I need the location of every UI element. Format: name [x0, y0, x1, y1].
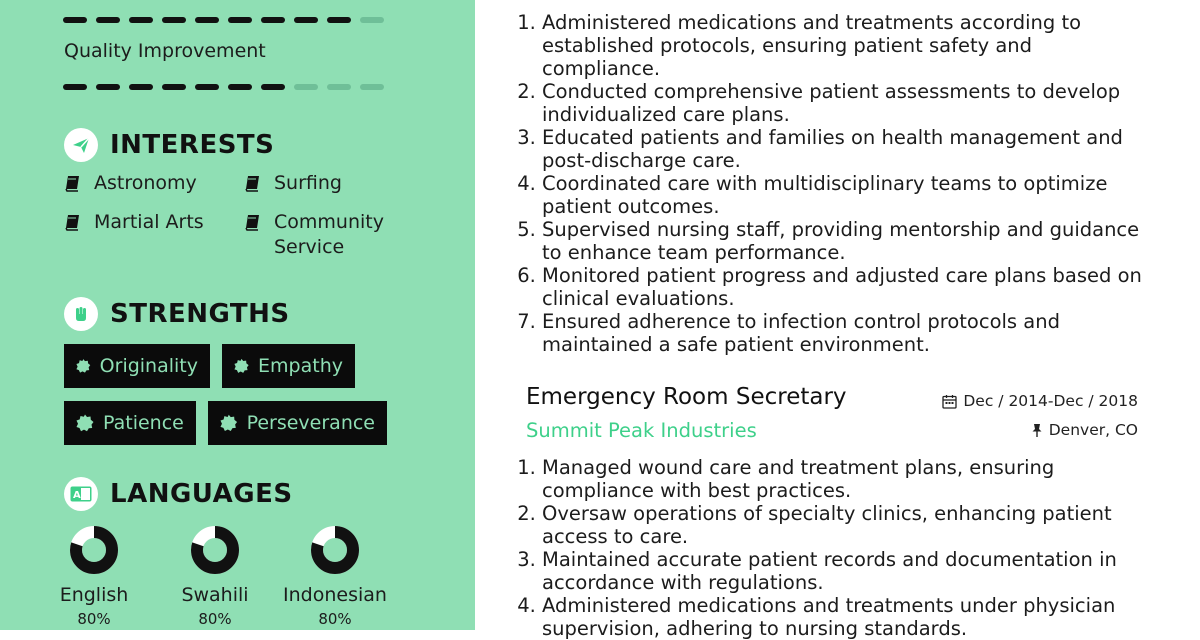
language-name: English [59, 584, 129, 606]
skill-dash [261, 84, 285, 90]
sidebar [0, 0, 475, 630]
interest-label: Surfing [274, 172, 342, 194]
interest-label: Astronomy [94, 172, 197, 194]
bullet-item: 1. Managed wound care and treatment plans, ensuring compliance with best practices. [542, 456, 1142, 502]
job-location-text: Denver, CO [1048, 421, 1138, 439]
interest-item [244, 210, 404, 260]
fist-icon [64, 297, 98, 331]
skill-dash [96, 84, 120, 90]
language-level: 80% [198, 610, 232, 628]
bullet-item: 4. Coordinated care with multidisciplinary teams to optimize patient outcomes. [542, 172, 1142, 218]
strength-label: Perseverance [246, 412, 375, 434]
skill-dash [162, 17, 186, 23]
skill-dash [129, 84, 153, 90]
skill-dash [327, 84, 351, 90]
strength-tag [208, 401, 387, 445]
paper-plane-icon [64, 128, 98, 162]
language-donut [308, 523, 362, 577]
strength-tag [64, 344, 210, 388]
calendar-icon [942, 394, 957, 409]
bullet-item: 2. Oversaw operations of specialty clinics, enhancing patient access to care. [542, 502, 1142, 548]
badge-icon [76, 357, 91, 375]
strength-label: Patience [103, 412, 184, 434]
bullet-item: 3. Educated patients and families on health management and post-discharge care. [542, 126, 1142, 172]
book-icon [244, 213, 262, 231]
skill-dash [162, 84, 186, 90]
language-donut [188, 523, 242, 577]
svg-text:A: A [73, 490, 82, 501]
strength-tag [222, 344, 355, 388]
skill-dash [228, 17, 252, 23]
skill-dash [129, 17, 153, 23]
strength-tag [64, 401, 196, 445]
skill-level-bar [63, 84, 384, 90]
book-icon [244, 174, 262, 192]
bullet-item: 2. Conducted comprehensive patient assessments to develop individualized care plans. [542, 80, 1142, 126]
interest-label: Martial Arts [94, 211, 204, 233]
job2-bullet-list [542, 456, 1142, 640]
language-item [275, 523, 395, 628]
book-icon [64, 174, 82, 192]
translate-icon [64, 477, 98, 511]
badge-icon [220, 414, 238, 432]
job-dates [942, 392, 1138, 410]
strengths-heading [64, 297, 290, 331]
bullet-item: 6. Monitored patient progress and adjusted care plans based on clinical evaluations. [542, 264, 1142, 310]
strength-label: Originality [99, 355, 198, 377]
interest-item [64, 171, 197, 196]
language-donut [67, 523, 121, 577]
strengths-title: STRENGTHS [110, 299, 290, 329]
job-location [1031, 421, 1138, 439]
languages-heading [64, 477, 293, 511]
interests-heading [64, 128, 274, 162]
skill-dash [327, 17, 351, 23]
strength-label: Empathy [258, 355, 343, 377]
interests-title: INTERESTS [110, 130, 275, 160]
skill-level-bar-top [63, 17, 384, 23]
language-level: 80% [77, 610, 111, 628]
company-name: Summit Peak Industries [526, 419, 757, 442]
book-icon [64, 213, 82, 231]
language-name: Indonesian [283, 584, 387, 606]
languages-title: LANGUAGES [110, 479, 293, 509]
skill-dash [294, 84, 318, 90]
skill-dash [360, 17, 384, 23]
bullet-item: 4. Administered medications and treatments under physician supervision, adhering to nursing standards. [542, 594, 1142, 640]
skill-dash [63, 17, 87, 23]
skill-dash [360, 84, 384, 90]
pin-icon [1031, 423, 1043, 438]
interest-label: Community Service [274, 211, 384, 258]
skill-dash [195, 17, 219, 23]
interest-item [244, 171, 342, 196]
skill-dash [294, 17, 318, 23]
job1-bullet-list [542, 11, 1142, 356]
bullet-item: 5. Supervised nursing staff, providing mentorship and guidance to enhance team performance. [542, 218, 1142, 264]
skill-dash [228, 84, 252, 90]
skill-name: Quality Improvement [64, 40, 266, 62]
language-level: 80% [318, 610, 352, 628]
badge-icon [76, 414, 94, 432]
bullet-item: 3. Maintained accurate patient records and documentation in accordance with regulations. [542, 548, 1142, 594]
job-title: Emergency Room Secretary [526, 384, 847, 410]
language-item [34, 523, 154, 628]
badge-icon [234, 357, 249, 375]
job-dates-text: Dec / 2014-Dec / 2018 [963, 392, 1138, 410]
language-name: Swahili [181, 584, 249, 606]
interest-item [64, 210, 204, 235]
language-item [155, 523, 275, 628]
skill-dash [261, 17, 285, 23]
bullet-item: 7. Ensured adherence to infection control protocols and maintained a safe patient environment. [542, 310, 1142, 356]
bullet-item: 1. Administered medications and treatments according to established protocols, ensuring patient safety and compliance. [542, 11, 1142, 80]
skill-dash [63, 84, 87, 90]
skill-dash [96, 17, 120, 23]
skill-dash [195, 84, 219, 90]
